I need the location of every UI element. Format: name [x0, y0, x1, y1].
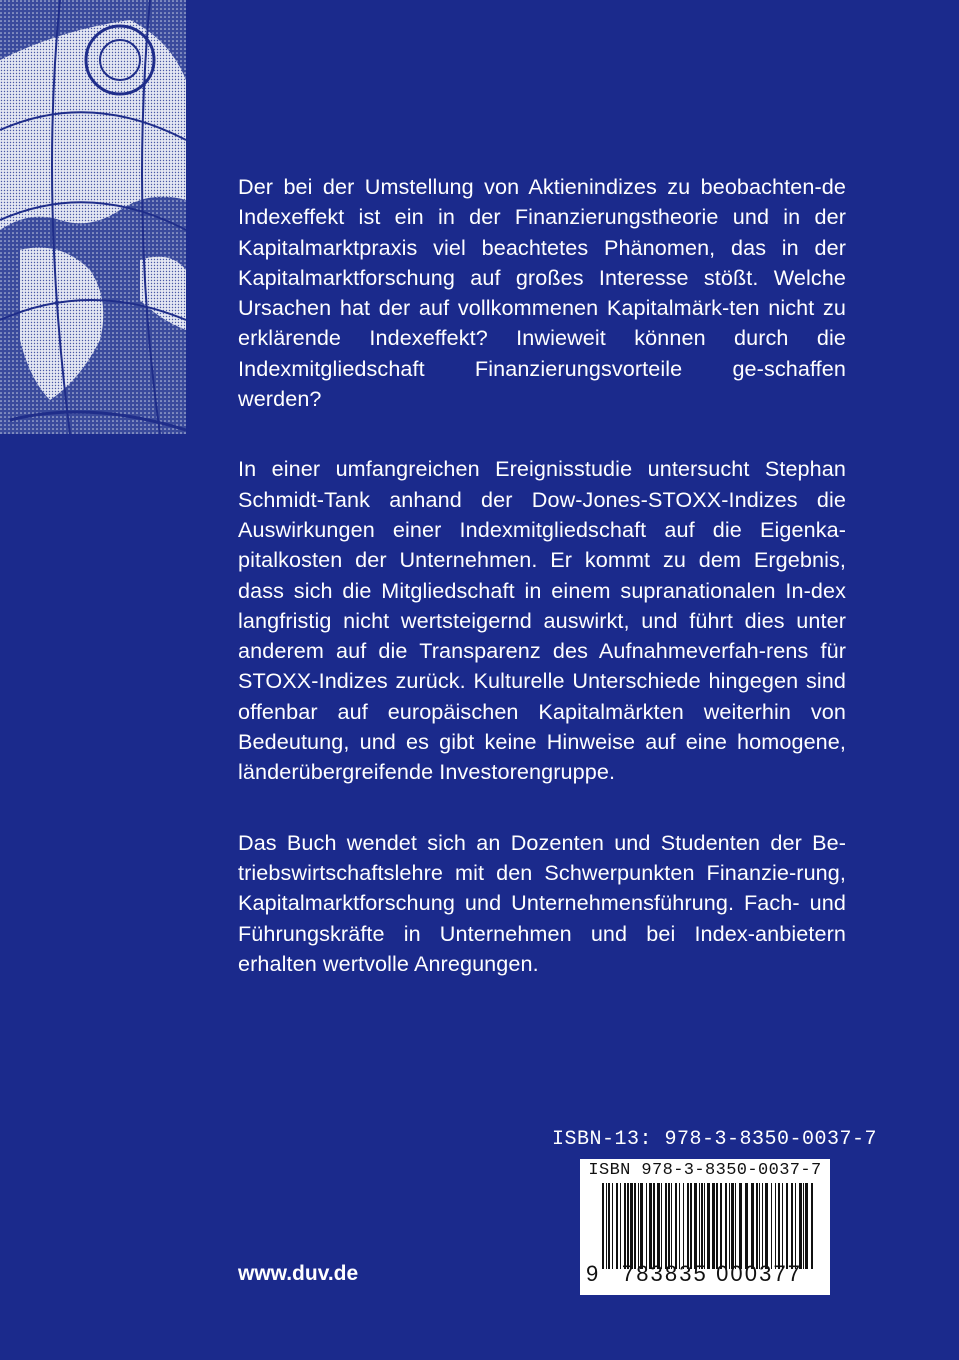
globe-icon: [0, 0, 186, 434]
blurb-paragraph-3: Das Buch wendet sich an Dozenten und Studenten der Be-triebswirtschaftslehre mit den Schwerpunkten Finanzie-rung, Kapitalmarktforschung und Unternehmensführung. Fach- und Führungskräfte in Unternehmen und bei Index-anbietern erhalten wertvolle Anregungen.: [238, 829, 846, 976]
barcode-bar: [729, 1183, 730, 1269]
barcode-bar: [720, 1183, 722, 1269]
barcode-bar: [675, 1183, 677, 1269]
barcode-bar: [799, 1183, 802, 1269]
barcode-bar: [751, 1183, 754, 1269]
barcode-bar: [649, 1183, 652, 1269]
barcode-bar: [634, 1183, 636, 1269]
barcode-bar: [782, 1183, 783, 1269]
globe-illustration: [0, 0, 186, 434]
barcode-bar: [731, 1183, 734, 1269]
blurb-paragraph-1: Der bei der Umstellung von Aktienindizes zu beobachten-de Indexeffekt ist ein in der Finanzierungstheorie und in der Kapitalmarktpraxis viel beachtetes Phänomen, das in der Kapitalmarktforschung auf großes Interesse stößt. Welche Ursachen hat der auf vollkommenen Kapitalmärk-ten nicht zu erklärende Indexeffekt? Inwieweit können durch die Indexmitgliedschaft Finanzierungsvorteile ge-schaffen werden?: [238, 174, 846, 412]
barcode-bar: [687, 1183, 689, 1269]
barcode-bar: [653, 1183, 655, 1269]
barcode-bar: [620, 1183, 621, 1269]
barcode-bar: [803, 1183, 804, 1269]
barcode-bar: [668, 1183, 670, 1269]
barcode-bar: [739, 1183, 742, 1269]
barcode-bar: [606, 1183, 607, 1269]
barcode-bar: [805, 1183, 808, 1269]
barcode-bar: [707, 1183, 710, 1269]
barcode-bar: [602, 1183, 604, 1269]
barcode-bar: [712, 1183, 715, 1269]
barcode-bar: [765, 1183, 768, 1269]
barcode-bar: [690, 1183, 692, 1269]
barcode-bar: [786, 1183, 788, 1269]
barcode-bar: [716, 1183, 718, 1269]
publisher-website: www.duv.de: [238, 1262, 359, 1285]
barcode-bar: [778, 1183, 780, 1269]
barcode-bar: [791, 1183, 793, 1269]
barcode-bar: [795, 1183, 796, 1269]
barcode-bar: [683, 1183, 684, 1269]
barcode-bar: [679, 1183, 680, 1269]
barcode-bar: [608, 1183, 610, 1269]
barcode-bar: [762, 1183, 763, 1269]
barcode-bar: [671, 1183, 672, 1269]
barcode-bar: [630, 1183, 633, 1269]
barcode-bar: [694, 1183, 697, 1269]
barcode-isbn-label: ISBN 978-3-8350-0037-7: [588, 1161, 822, 1180]
isbn-text: ISBN-13: 978-3-8350-0037-7: [552, 1128, 878, 1151]
barcode-bar: [771, 1183, 772, 1269]
barcode-bar: [646, 1183, 647, 1269]
barcode-bar: [661, 1183, 662, 1269]
barcode-bar: [701, 1183, 703, 1269]
barcode-bar: [725, 1183, 727, 1269]
blurb-paragraph-2: In einer umfangreichen Ereignisstudie untersucht Stephan Schmidt-Tank anhand der Dow-Jones-STOXX-Indizes die Auswirkungen einer Indexmitgliedschaft auf die Eigenka-pitalkosten der Unternehmen. Er kommt zu dem Ergebnis, dass sich die Mitgliedschaft in einem supranationalen In-dex langfristig nicht wertsteigernd auswirkt, und führt dies unter anderem auf die Transparenz des Aufnahmeverfah-rens für STOXX-Indizes zurück. Kulturelle Unterschiede hingegen sind offenbar auf europäischen Kapitalmärkten weiterhin von Bedeutung, und es gibt keine Hinweise auf eine homogene, länderübergreifende Investorengruppe.: [238, 456, 846, 785]
barcode-bars: [602, 1183, 814, 1269]
barcode-bar: [665, 1183, 667, 1269]
barcode-bar: [735, 1183, 736, 1269]
barcode-bar: [745, 1183, 748, 1269]
barcode-bar: [699, 1183, 700, 1269]
barcode-bar: [657, 1183, 660, 1269]
barcode-bar: [627, 1183, 629, 1269]
barcode-first-digit: 9: [586, 1261, 599, 1286]
barcode-bar: [624, 1183, 626, 1269]
barcode-digits: 783835 000377: [621, 1261, 803, 1286]
barcode-bar: [704, 1183, 705, 1269]
barcode-bar: [640, 1183, 643, 1269]
barcode-bar: [775, 1183, 776, 1269]
barcode-bar: [612, 1183, 613, 1269]
barcode: [580, 1159, 830, 1295]
barcode-bar: [756, 1183, 758, 1269]
barcode-bar: [759, 1183, 760, 1269]
barcode-bar: [616, 1183, 618, 1269]
barcode-bar: [811, 1183, 813, 1269]
back-cover-blurb: [238, 172, 846, 1019]
barcode-bar: [638, 1183, 639, 1269]
